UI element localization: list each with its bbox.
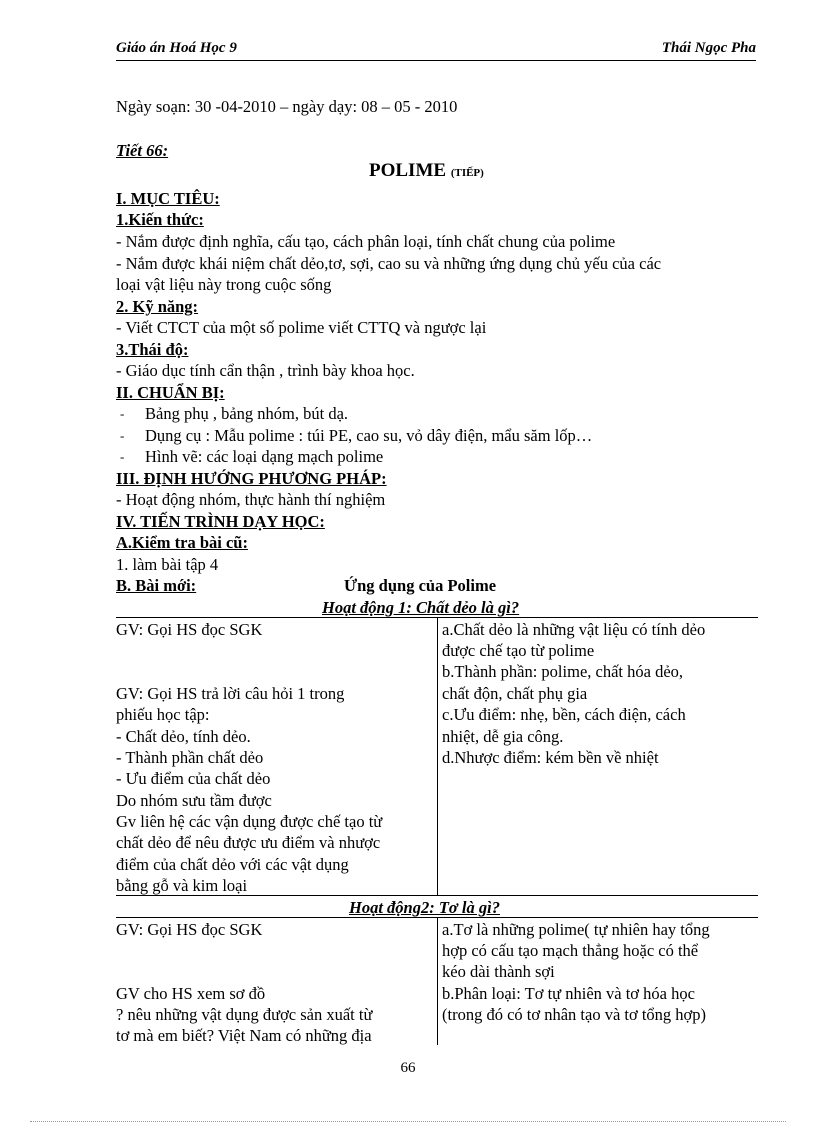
- skill-line: - Viết CTCT của một số polime viết CTTQ và ngược lại: [116, 318, 487, 337]
- act1-left-line: Do nhóm sưu tầm được: [116, 791, 272, 810]
- bullet-marker: -: [120, 428, 125, 443]
- act2-right-line: a.Tơ là những polime( tự nhiên hay tổng: [442, 920, 710, 939]
- act1-right-line: c.Ưu điểm: nhẹ, bền, cách điện, cách: [442, 705, 686, 724]
- knowledge-heading: 1.Kiến thức:: [116, 210, 204, 229]
- prep-item-1: Bảng phụ , bảng nhóm, bút dạ.: [145, 404, 349, 423]
- review-heading: A.Kiểm tra bài cũ:: [116, 533, 248, 552]
- act2-right-line: (trong đó có tơ nhân tạo và tơ tổng hợp): [442, 1005, 706, 1024]
- method-line: - Hoạt động nhóm, thực hành thí nghiệm: [116, 490, 386, 509]
- act1-left-line: điểm của chất dẻo với các vật dụng: [116, 855, 349, 874]
- act2-left-line: GV cho HS xem sơ đồ: [116, 984, 266, 1003]
- bullet-marker: -: [120, 449, 125, 464]
- section-1-heading: I. MỤC TIÊU:: [116, 189, 220, 208]
- title-sub: (TIẾP): [450, 167, 484, 179]
- attitude-heading: 3.Thái độ:: [116, 340, 189, 359]
- act1-right-line: b.Thành phần: polime, chất hóa dẻo,: [442, 662, 684, 681]
- act1-left-line: chất dẻo để nêu được ưu điểm và nhược: [116, 833, 381, 852]
- bullet-marker: -: [120, 406, 125, 421]
- act2-left-line: tơ mà em biết? Việt Nam có những địa: [116, 1026, 372, 1045]
- table-divider-2: [437, 917, 438, 1045]
- table-divider-1: [437, 617, 438, 895]
- act1-right-line: d.Nhược điểm: kém bền về nhiệt: [442, 748, 659, 767]
- act1-right-line: nhiệt, dễ gia công.: [442, 727, 564, 746]
- act2-left-line: GV: Gọi HS đọc SGK: [116, 920, 263, 939]
- act1-left-line: bằng gỗ và kim loại: [116, 876, 248, 895]
- act1-left-line: - Thành phần chất dẻo: [116, 748, 264, 767]
- skill-heading: 2. Kỹ năng:: [116, 297, 199, 316]
- activity-2-title: Hoạt động2: Tơ là gì?: [349, 898, 500, 917]
- page-header: [116, 38, 756, 61]
- date-line: Ngày soạn: 30 -04-2010 – ngày dạy: 08 – 05 - 2010: [116, 97, 458, 116]
- act1-right-line: được chế tạo từ polime: [442, 641, 595, 660]
- new-lesson-heading: B. Bài mới:: [116, 576, 197, 595]
- act2-right-line: kéo dài thành sợi: [442, 962, 555, 981]
- act2-right-line: b.Phân loại: Tơ tự nhiên và tơ hóa học: [442, 984, 695, 1003]
- header-left: Giáo án Hoá Học 9: [116, 40, 237, 56]
- prep-item-2: Dụng cụ : Mẫu polime : túi PE, cao su, vỏ dây điện, mẩu săm lốp…: [145, 426, 593, 445]
- page-number: 66: [400, 1060, 416, 1076]
- review-line: 1. làm bài tập 4: [116, 555, 219, 574]
- act1-right-line: chất độn, chất phụ gia: [442, 684, 588, 703]
- act2-right-line: hợp có cấu tạo mạch thẳng hoặc có thể: [442, 941, 699, 960]
- section-4-heading: IV. TIẾN TRÌNH DẠY HỌC:: [116, 512, 325, 531]
- act1-left-line: GV: Gọi HS trả lời câu hỏi 1 trong: [116, 684, 345, 703]
- section-3-heading: III. ĐỊNH HƯỚNG PHƯƠNG PHÁP:: [116, 469, 387, 488]
- title-main: POLIME: [369, 160, 447, 181]
- act1-left-line: - Chất dẻo, tính dẻo.: [116, 727, 251, 746]
- knowledge-line-2a: - Nắm được khái niệm chất dẻo,tơ, sợi, cao su và những ứng dụng chủ yếu của các: [116, 254, 662, 273]
- header-right: Thái Ngọc Pha: [661, 40, 756, 56]
- act2-left-line: ? nêu những vật dụng được sản xuất từ: [116, 1005, 373, 1024]
- knowledge-line-1: - Nắm được định nghĩa, cấu tạo, cách phân loại, tính chất chung của polime: [116, 232, 616, 251]
- act1-right-line: a.Chất dẻo là những vật liệu có tính dẻo: [442, 620, 706, 639]
- page-title: [369, 160, 484, 184]
- prep-item-3: Hình vẽ: các loại dạng mạch polime: [145, 447, 384, 466]
- attitude-line: - Giáo dục tính cẩn thận , trình bày khoa học.: [116, 361, 415, 380]
- act1-left-line: GV: Gọi HS đọc SGK: [116, 620, 263, 639]
- section-2-heading: II. CHUẨN BỊ:: [116, 383, 225, 402]
- act1-left-line: - Ưu điểm của chất dẻo: [116, 769, 271, 788]
- activity-1-title: Hoạt động 1: Chất dẻo là gì?: [322, 598, 520, 617]
- new-lesson-title: Ứng dụng của Polime: [344, 576, 497, 595]
- lesson-number: Tiết 66:: [116, 141, 169, 160]
- page-bottom-border: [30, 1121, 786, 1122]
- act1-left-line: Gv liên hệ các vận dụng được chế tạo từ: [116, 812, 383, 831]
- act1-left-line: phiếu học tập:: [116, 705, 210, 724]
- knowledge-line-2b: loại vật liệu này trong cuộc sống: [116, 275, 332, 294]
